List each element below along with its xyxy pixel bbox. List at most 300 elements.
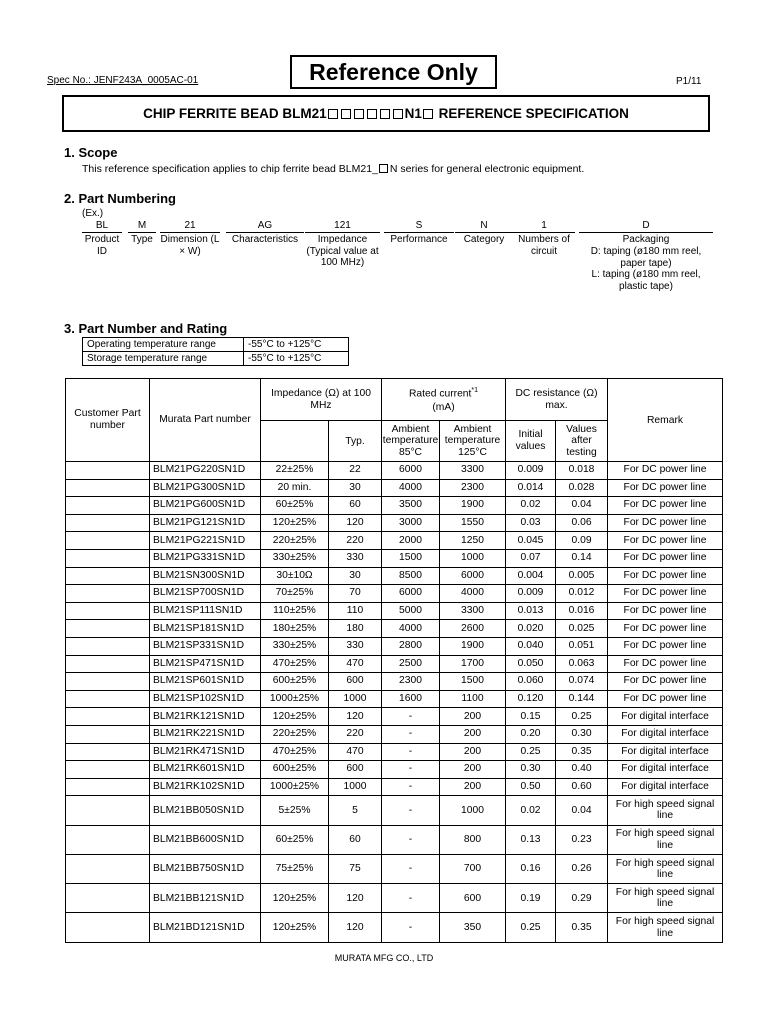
- current-125c: 1550: [440, 514, 506, 532]
- remark: For DC power line: [608, 602, 723, 620]
- murata-part-number: BLM21BB600SN1D: [150, 825, 261, 854]
- impedance-typ: 22: [329, 462, 382, 480]
- dc-initial: 0.004: [506, 567, 556, 585]
- murata-part-number: BLM21PG221SN1D: [150, 532, 261, 550]
- dc-after: 0.144: [556, 690, 608, 708]
- customer-part-number: [66, 462, 150, 480]
- customer-part-number: [66, 673, 150, 691]
- murata-part-number: BLM21SN300SN1D: [150, 567, 261, 585]
- current-125c: 4000: [440, 585, 506, 603]
- current-125c: 700: [440, 854, 506, 883]
- current-125c: 800: [440, 825, 506, 854]
- dc-after: 0.028: [556, 479, 608, 497]
- impedance-value: 120±25%: [261, 514, 329, 532]
- storage-temp-row: [83, 352, 349, 366]
- impedance-typ: 120: [329, 708, 382, 726]
- murata-part-number: BLM21SP102SN1D: [150, 690, 261, 708]
- current-85c: 2300: [382, 673, 440, 691]
- part-code-5: 121: [305, 220, 380, 233]
- murata-part-number: BLM21PG121SN1D: [150, 514, 261, 532]
- remark: For DC power line: [608, 655, 723, 673]
- table-row: [66, 884, 723, 913]
- part-code-7: N: [455, 220, 513, 233]
- dc-initial: 0.120: [506, 690, 556, 708]
- impedance-value: 120±25%: [261, 884, 329, 913]
- current-125c: 1100: [440, 690, 506, 708]
- impedance-value: 470±25%: [261, 655, 329, 673]
- impedance-value: 75±25%: [261, 854, 329, 883]
- impedance-typ: 30: [329, 479, 382, 497]
- impedance-value: 120±25%: [261, 708, 329, 726]
- current-125c: 200: [440, 761, 506, 779]
- current-125c: 200: [440, 725, 506, 743]
- impedance-typ: 30: [329, 567, 382, 585]
- current-125c: 1000: [440, 549, 506, 567]
- table-row: [66, 567, 723, 585]
- dc-initial: 0.020: [506, 620, 556, 638]
- impedance-value: 330±25%: [261, 637, 329, 655]
- dc-after: 0.09: [556, 532, 608, 550]
- current-85c: 2500: [382, 655, 440, 673]
- dc-initial: 0.20: [506, 725, 556, 743]
- murata-part-number: BLM21BB121SN1D: [150, 884, 261, 913]
- table-header-row: [66, 379, 723, 421]
- customer-part-number: [66, 602, 150, 620]
- current-125c: 200: [440, 743, 506, 761]
- remark: For digital interface: [608, 725, 723, 743]
- current-125c: 3300: [440, 602, 506, 620]
- part-desc-3: Dimension (L × W): [160, 234, 220, 257]
- typ-subheader: Typ.: [329, 421, 382, 462]
- current-125c: 6000: [440, 567, 506, 585]
- footer-company: MURATA MFG CO., LTD: [334, 953, 434, 963]
- current-85c: 2800: [382, 637, 440, 655]
- page-number: P1/11: [676, 76, 702, 87]
- current-85c: -: [382, 761, 440, 779]
- part-code-6: S: [384, 220, 454, 233]
- impedance-value: 1000±25%: [261, 690, 329, 708]
- impedance-value: 70±25%: [261, 585, 329, 603]
- dc-after: 0.35: [556, 743, 608, 761]
- remark: For DC power line: [608, 462, 723, 480]
- table-row: [66, 913, 723, 942]
- dc-initial: 0.25: [506, 913, 556, 942]
- range-value: -55°C to +125°C: [244, 352, 349, 366]
- impedance-typ: 180: [329, 620, 382, 638]
- current-125c: 1250: [440, 532, 506, 550]
- document-title: [62, 95, 710, 132]
- operating-temp-row: [83, 338, 349, 352]
- customer-part-number: [66, 549, 150, 567]
- impedance-value: 60±25%: [261, 497, 329, 515]
- rated-current-footnote: *1: [471, 386, 479, 394]
- current-85c: 4000: [382, 620, 440, 638]
- part-code-8: 1: [513, 220, 575, 233]
- impedance-typ: 5: [329, 796, 382, 825]
- dc-initial: 0.03: [506, 514, 556, 532]
- dc-after: 0.074: [556, 673, 608, 691]
- impedance-typ: 120: [329, 913, 382, 942]
- table-row: [66, 479, 723, 497]
- remark: For digital interface: [608, 743, 723, 761]
- table-row: [66, 725, 723, 743]
- impedance-typ: 600: [329, 673, 382, 691]
- dc-resistance-header: DC resistance (Ω) max.: [506, 379, 608, 421]
- table-row: [66, 655, 723, 673]
- part-desc-6: Performance: [390, 234, 448, 245]
- scope-heading: 1. Scope: [64, 145, 118, 160]
- customer-part-number: [66, 725, 150, 743]
- dc-after: 0.063: [556, 655, 608, 673]
- current-85c: 3000: [382, 514, 440, 532]
- current-125c: 1900: [440, 497, 506, 515]
- table-row: [66, 854, 723, 883]
- impedance-typ: 60: [329, 825, 382, 854]
- table-row: [66, 796, 723, 825]
- current-125c: 1000: [440, 796, 506, 825]
- dc-after: 0.04: [556, 796, 608, 825]
- murata-part-number: BLM21RK102SN1D: [150, 778, 261, 796]
- impedance-value: 60±25%: [261, 825, 329, 854]
- dc-after: 0.29: [556, 884, 608, 913]
- murata-part-number: BLM21SP700SN1D: [150, 585, 261, 603]
- part-code-3: 21: [160, 220, 220, 233]
- dc-initial: 0.060: [506, 673, 556, 691]
- remark: For high speed signal line: [608, 913, 723, 942]
- range-label: Operating temperature range: [83, 338, 244, 352]
- impedance-typ: 70: [329, 585, 382, 603]
- dc-after: 0.005: [556, 567, 608, 585]
- dc-after: 0.025: [556, 620, 608, 638]
- current-125c: 1700: [440, 655, 506, 673]
- part-desc-1: Product ID: [84, 234, 120, 257]
- dc-after: 0.051: [556, 637, 608, 655]
- part-numbering-example: (Ex.): [82, 208, 104, 219]
- impedance-typ: 110: [329, 602, 382, 620]
- dc-after: 0.26: [556, 854, 608, 883]
- impedance-value: 5±25%: [261, 796, 329, 825]
- murata-part-number: BLM21PG600SN1D: [150, 497, 261, 515]
- dc-after: 0.06: [556, 514, 608, 532]
- table-row: [66, 602, 723, 620]
- packaging-note-line: plastic tape): [619, 280, 673, 292]
- dc-initial: 0.19: [506, 884, 556, 913]
- current-85c: 6000: [382, 585, 440, 603]
- ambient-125-subheader: Ambient temperature 125°C: [440, 421, 506, 462]
- table-row: [66, 690, 723, 708]
- table-row: [66, 620, 723, 638]
- current-85c: 1500: [382, 549, 440, 567]
- dc-after: 0.04: [556, 497, 608, 515]
- current-85c: -: [382, 796, 440, 825]
- dc-after: 0.14: [556, 549, 608, 567]
- rated-current-header: [382, 379, 506, 421]
- dc-after: 0.016: [556, 602, 608, 620]
- dc-initial: 0.013: [506, 602, 556, 620]
- dc-initial: 0.30: [506, 761, 556, 779]
- rated-current-label: Rated current: [409, 388, 472, 400]
- packaging-note-line: L: taping (ø180 mm reel,: [591, 269, 701, 280]
- remark: For DC power line: [608, 532, 723, 550]
- customer-part-number: [66, 655, 150, 673]
- remark: For DC power line: [608, 673, 723, 691]
- murata-part-number: BLM21PG331SN1D: [150, 549, 261, 567]
- table-row: [66, 462, 723, 480]
- customer-part-number: [66, 567, 150, 585]
- murata-part-number: BLM21BD121SN1D: [150, 913, 261, 942]
- packaging-note-line: paper tape): [620, 257, 672, 269]
- impedance-typ: 220: [329, 725, 382, 743]
- impedance-typ: 1000: [329, 690, 382, 708]
- current-85c: 5000: [382, 602, 440, 620]
- remark: For DC power line: [608, 637, 723, 655]
- reference-only-stamp: Reference Only: [290, 55, 497, 89]
- impedance-typ: 220: [329, 532, 382, 550]
- dc-initial: 0.16: [506, 854, 556, 883]
- murata-part-number: BLM21RK121SN1D: [150, 708, 261, 726]
- current-125c: 600: [440, 884, 506, 913]
- murata-part-number: BLM21SP601SN1D: [150, 673, 261, 691]
- part-desc-8: Numbers of circuit: [518, 234, 570, 257]
- current-85c: 1600: [382, 690, 440, 708]
- impedance-value: 330±25%: [261, 549, 329, 567]
- current-85c: 8500: [382, 567, 440, 585]
- current-125c: 350: [440, 913, 506, 942]
- impedance-typ: 470: [329, 655, 382, 673]
- dc-after: 0.23: [556, 825, 608, 854]
- impedance-typ: 1000: [329, 778, 382, 796]
- remark: For digital interface: [608, 761, 723, 779]
- impedance-value: 110±25%: [261, 602, 329, 620]
- impedance-value: 600±25%: [261, 673, 329, 691]
- current-85c: 4000: [382, 479, 440, 497]
- dc-after: 0.012: [556, 585, 608, 603]
- murata-part-number: BLM21BB050SN1D: [150, 796, 261, 825]
- impedance-value: 600±25%: [261, 761, 329, 779]
- remark: For DC power line: [608, 585, 723, 603]
- current-125c: 2300: [440, 479, 506, 497]
- part-desc-4: Characteristics: [231, 234, 299, 245]
- part-desc-9: Packaging: [622, 234, 670, 245]
- remark: For high speed signal line: [608, 825, 723, 854]
- impedance-typ: 120: [329, 884, 382, 913]
- current-125c: 200: [440, 708, 506, 726]
- customer-part-number: [66, 708, 150, 726]
- current-85c: 3500: [382, 497, 440, 515]
- impedance-value: 470±25%: [261, 743, 329, 761]
- customer-part-number: [66, 743, 150, 761]
- impedance-value: 220±25%: [261, 532, 329, 550]
- customer-part-header: Customer Part number: [66, 379, 150, 462]
- customer-part-number: [66, 884, 150, 913]
- packaging-note-line: D: taping (ø180 mm reel,: [590, 246, 702, 257]
- table-row: [66, 497, 723, 515]
- remark: For DC power line: [608, 514, 723, 532]
- dc-initial: 0.02: [506, 497, 556, 515]
- murata-part-number: BLM21PG220SN1D: [150, 462, 261, 480]
- current-85c: -: [382, 913, 440, 942]
- murata-part-number: BLM21PG300SN1D: [150, 479, 261, 497]
- customer-part-number: [66, 585, 150, 603]
- spec-number: Spec No.: JENF243A_0005AC-01: [47, 75, 199, 86]
- ambient-85-subheader: Ambient temperature 85°C: [382, 421, 440, 462]
- customer-part-number: [66, 913, 150, 942]
- dc-initial: 0.014: [506, 479, 556, 497]
- customer-part-number: [66, 761, 150, 779]
- murata-part-number: BLM21RK221SN1D: [150, 725, 261, 743]
- dc-initial: 0.25: [506, 743, 556, 761]
- current-125c: 1900: [440, 637, 506, 655]
- remark: For digital interface: [608, 708, 723, 726]
- table-row: [66, 825, 723, 854]
- dc-initial: 0.02: [506, 796, 556, 825]
- impedance-header: Impedance (Ω) at 100 MHz: [261, 379, 382, 421]
- current-85c: -: [382, 884, 440, 913]
- table-row: [66, 585, 723, 603]
- impedance-value: 180±25%: [261, 620, 329, 638]
- murata-part-header: Murata Part number: [150, 379, 261, 462]
- dc-initial: 0.07: [506, 549, 556, 567]
- impedance-typ: 330: [329, 637, 382, 655]
- remark: For high speed signal line: [608, 884, 723, 913]
- table-row: [66, 673, 723, 691]
- dc-initial: 0.050: [506, 655, 556, 673]
- table-row: [66, 549, 723, 567]
- part-code-2: M: [128, 220, 156, 233]
- customer-part-number: [66, 796, 150, 825]
- customer-part-number: [66, 690, 150, 708]
- dc-initial: 0.009: [506, 585, 556, 603]
- customer-part-number: [66, 637, 150, 655]
- current-85c: 6000: [382, 462, 440, 480]
- table-row: [66, 532, 723, 550]
- scope-text-after: N series for general electronic equipment.: [389, 163, 585, 175]
- customer-part-number: [66, 497, 150, 515]
- packaging-note: [579, 246, 713, 292]
- remark: For high speed signal line: [608, 796, 723, 825]
- impedance-typ: 120: [329, 514, 382, 532]
- impedance-value: 120±25%: [261, 913, 329, 942]
- impedance-value: 20 min.: [261, 479, 329, 497]
- remark: For DC power line: [608, 690, 723, 708]
- title-prefix: CHIP FERRITE BEAD BLM21: [143, 106, 327, 121]
- current-85c: -: [382, 708, 440, 726]
- part-numbering-heading: 2. Part Numbering: [64, 191, 176, 206]
- impedance-value: 30±10Ω: [261, 567, 329, 585]
- dc-initial: 0.13: [506, 825, 556, 854]
- table-row: [66, 637, 723, 655]
- table-row: [66, 778, 723, 796]
- part-code-9: D: [579, 220, 713, 233]
- customer-part-number: [66, 479, 150, 497]
- range-label: Storage temperature range: [83, 352, 244, 366]
- dc-after: 0.30: [556, 725, 608, 743]
- title-suffix: REFERENCE SPECIFICATION: [438, 106, 629, 121]
- part-code-1: BL: [82, 220, 122, 233]
- remark: For DC power line: [608, 479, 723, 497]
- table-row: [66, 708, 723, 726]
- remark: For DC power line: [608, 620, 723, 638]
- dc-after: 0.018: [556, 462, 608, 480]
- table-row: [66, 743, 723, 761]
- impedance-value: 1000±25%: [261, 778, 329, 796]
- dc-after: 0.40: [556, 761, 608, 779]
- murata-part-number: BLM21SP181SN1D: [150, 620, 261, 638]
- customer-part-number: [66, 778, 150, 796]
- remark: For DC power line: [608, 567, 723, 585]
- current-85c: -: [382, 743, 440, 761]
- current-85c: -: [382, 854, 440, 883]
- impedance-typ: 470: [329, 743, 382, 761]
- customer-part-number: [66, 620, 150, 638]
- dc-initial: 0.15: [506, 708, 556, 726]
- rating-heading: 3. Part Number and Rating: [64, 321, 228, 336]
- murata-part-number: BLM21SP111SN1D: [150, 602, 261, 620]
- range-value: -55°C to +125°C: [244, 338, 349, 352]
- dc-after: 0.25: [556, 708, 608, 726]
- part-rating-table: [65, 378, 723, 943]
- current-85c: -: [382, 825, 440, 854]
- table-row: [66, 761, 723, 779]
- impedance-typ: 600: [329, 761, 382, 779]
- remark: For DC power line: [608, 497, 723, 515]
- current-125c: 1500: [440, 673, 506, 691]
- murata-part-number: BLM21RK471SN1D: [150, 743, 261, 761]
- current-85c: -: [382, 778, 440, 796]
- current-125c: 3300: [440, 462, 506, 480]
- scope-text-before: This reference specification applies to chip ferrite bead BLM21_: [82, 163, 378, 175]
- current-85c: 2000: [382, 532, 440, 550]
- murata-part-number: BLM21SP331SN1D: [150, 637, 261, 655]
- initial-values-subheader: Initial values: [506, 421, 556, 462]
- scope-text: [82, 163, 584, 175]
- impedance-range-subheader: [261, 421, 329, 462]
- part-desc-5: Impedance (Typical value at 100 MHz): [306, 234, 379, 268]
- dc-after: 0.60: [556, 778, 608, 796]
- remark: For digital interface: [608, 778, 723, 796]
- dc-initial: 0.040: [506, 637, 556, 655]
- impedance-typ: 60: [329, 497, 382, 515]
- murata-part-number: BLM21BB750SN1D: [150, 854, 261, 883]
- current-125c: 2600: [440, 620, 506, 638]
- impedance-typ: 330: [329, 549, 382, 567]
- impedance-value: 220±25%: [261, 725, 329, 743]
- part-desc-7: Category: [463, 234, 505, 245]
- after-testing-subheader: Values after testing: [556, 421, 608, 462]
- table-row: [66, 514, 723, 532]
- rated-current-unit: (mA): [432, 402, 455, 414]
- part-desc-2: Type: [131, 234, 153, 245]
- dc-after: 0.35: [556, 913, 608, 942]
- murata-part-number: BLM21RK601SN1D: [150, 761, 261, 779]
- customer-part-number: [66, 532, 150, 550]
- dc-initial: 0.045: [506, 532, 556, 550]
- temperature-range-table: [82, 337, 349, 366]
- current-125c: 200: [440, 778, 506, 796]
- dc-initial: 0.009: [506, 462, 556, 480]
- impedance-typ: 75: [329, 854, 382, 883]
- customer-part-number: [66, 825, 150, 854]
- customer-part-number: [66, 514, 150, 532]
- remark-header: Remark: [608, 379, 723, 462]
- dc-initial: 0.50: [506, 778, 556, 796]
- part-code-4: AG: [226, 220, 304, 233]
- remark: For DC power line: [608, 549, 723, 567]
- current-85c: -: [382, 725, 440, 743]
- impedance-value: 22±25%: [261, 462, 329, 480]
- title-mid: N1: [404, 106, 422, 121]
- remark: For high speed signal line: [608, 854, 723, 883]
